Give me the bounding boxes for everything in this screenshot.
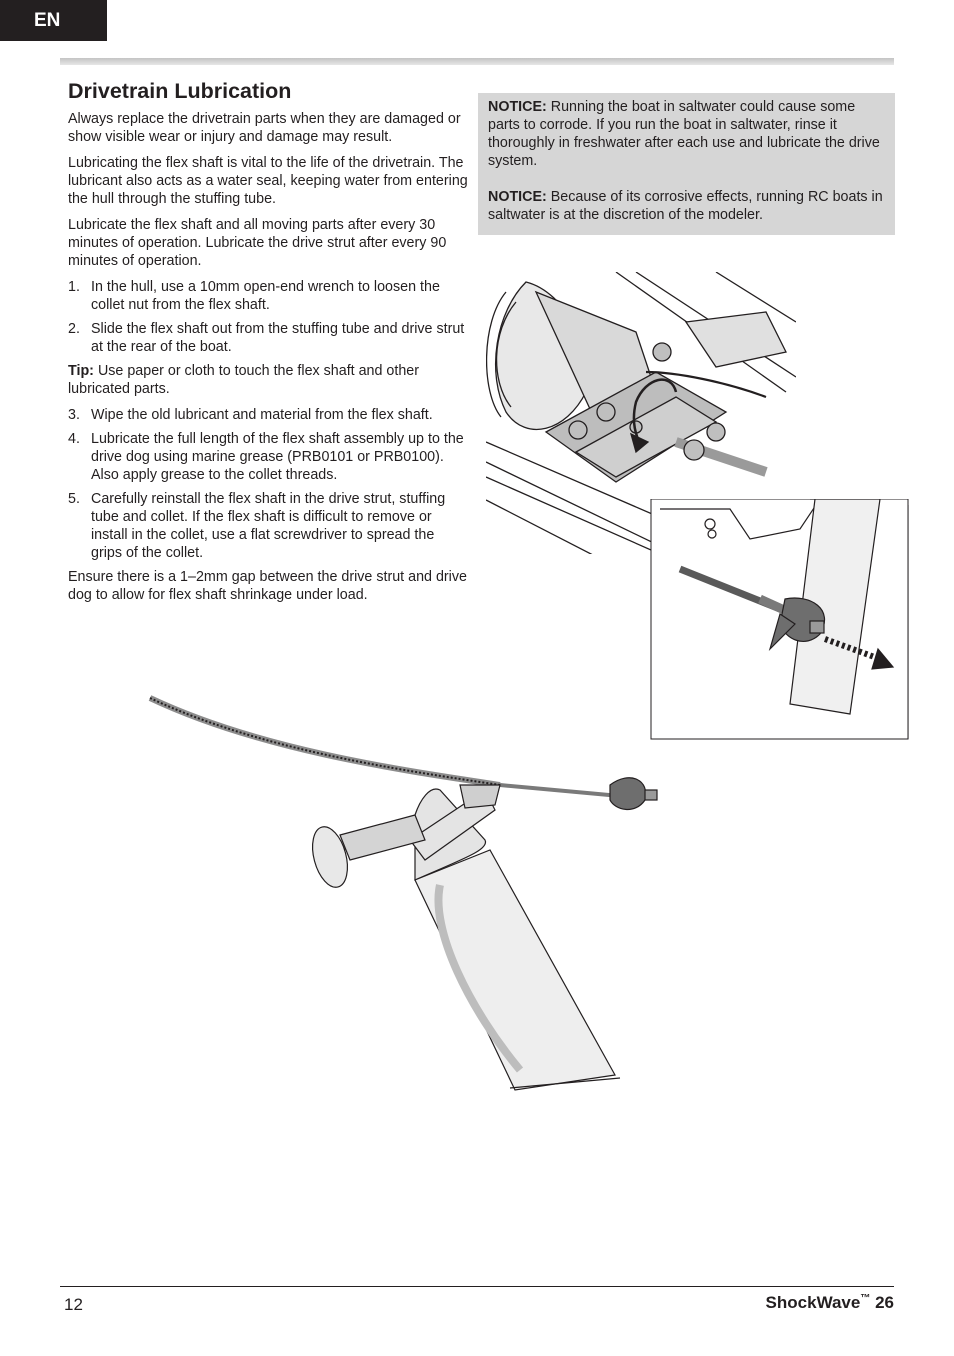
closing-paragraph: Ensure there is a 1–2mm gap between the drive strut and drive dog to allow for flex shaft shrinkage under load. (68, 569, 467, 603)
step-number: 1. (68, 279, 80, 295)
notice-text: Because of its corrosive effects, running RC boats in saltwater is at the discretion of the modeler. (488, 189, 883, 223)
step-item (68, 406, 468, 424)
intro-paragraph: Lubricate the flex shaft and all moving parts after every 30 minutes of operation. Lubricate the drive strut after every 90 minutes of operation. (68, 217, 447, 269)
step-item (68, 490, 468, 562)
product-name (766, 1293, 894, 1313)
language-tab: EN (0, 0, 107, 41)
notice-text: Running the boat in saltwater could cause some parts to corrode. If you run the boat in saltwater, rinse it thoroughly in freshwater after each use and lubricate the drive system. (488, 99, 880, 169)
notice-label: NOTICE: (488, 189, 547, 205)
step-item (68, 278, 468, 314)
footer-rule (60, 1286, 894, 1287)
intro-paragraph: Always replace the drivetrain parts when they are damaged or show visible wear or injury and damage may result. (68, 111, 461, 145)
step-item (68, 430, 468, 484)
step-number: 5. (68, 491, 80, 507)
tip-text: Use paper or cloth to touch the flex shaft and other lubricated parts. (68, 363, 420, 397)
tip-label: Tip: (68, 363, 94, 379)
notice-box (478, 93, 895, 235)
steps-list (68, 278, 468, 356)
notice-label: NOTICE: (488, 99, 547, 115)
step-text: Slide the flex shaft out from the stuffing tube and drive strut at the rear of the boat. (91, 321, 465, 355)
step-number: 3. (68, 407, 80, 423)
step-text: Lubricate the full length of the flex shaft assembly up to the drive dog using marine grease (PRB0101 or PRB0100). Also apply grease to the collet threads. (91, 431, 464, 483)
product-model: 26 (875, 1293, 894, 1312)
step-number: 4. (68, 431, 80, 447)
trademark-symbol: ™ (860, 1293, 871, 1304)
notice-paragraph (488, 98, 885, 170)
step-number: 2. (68, 321, 80, 337)
tip-note (68, 362, 468, 398)
product-name-text: ShockWave (765, 1293, 861, 1312)
notice-paragraph (488, 188, 885, 224)
main-text-column (68, 78, 468, 612)
header-rule (60, 58, 894, 65)
steps-list (68, 406, 468, 562)
step-text: In the hull, use a 10mm open-end wrench to loosen the collet nut from the flex shaft. (91, 279, 440, 313)
page-number: 12 (64, 1295, 83, 1314)
intro-paragraph: Lubricating the flex shaft is vital to the life of the drivetrain. The lubricant also acts as a water seal, keeping water from entering the hull through the stuffing tube. (68, 155, 468, 207)
flex-shaft-grease-illustration (140, 690, 700, 1095)
step-item (68, 320, 468, 356)
step-text: Wipe the old lubricant and material from the flex shaft. (91, 407, 433, 423)
step-text: Carefully reinstall the flex shaft in the drive strut, stuffing tube and collet. If the flex shaft is difficult to remove or install in the collet, use a flat screwdriver to spread the grips of the collet. (91, 491, 446, 561)
section-title: Drivetrain Lubrication (68, 79, 292, 103)
